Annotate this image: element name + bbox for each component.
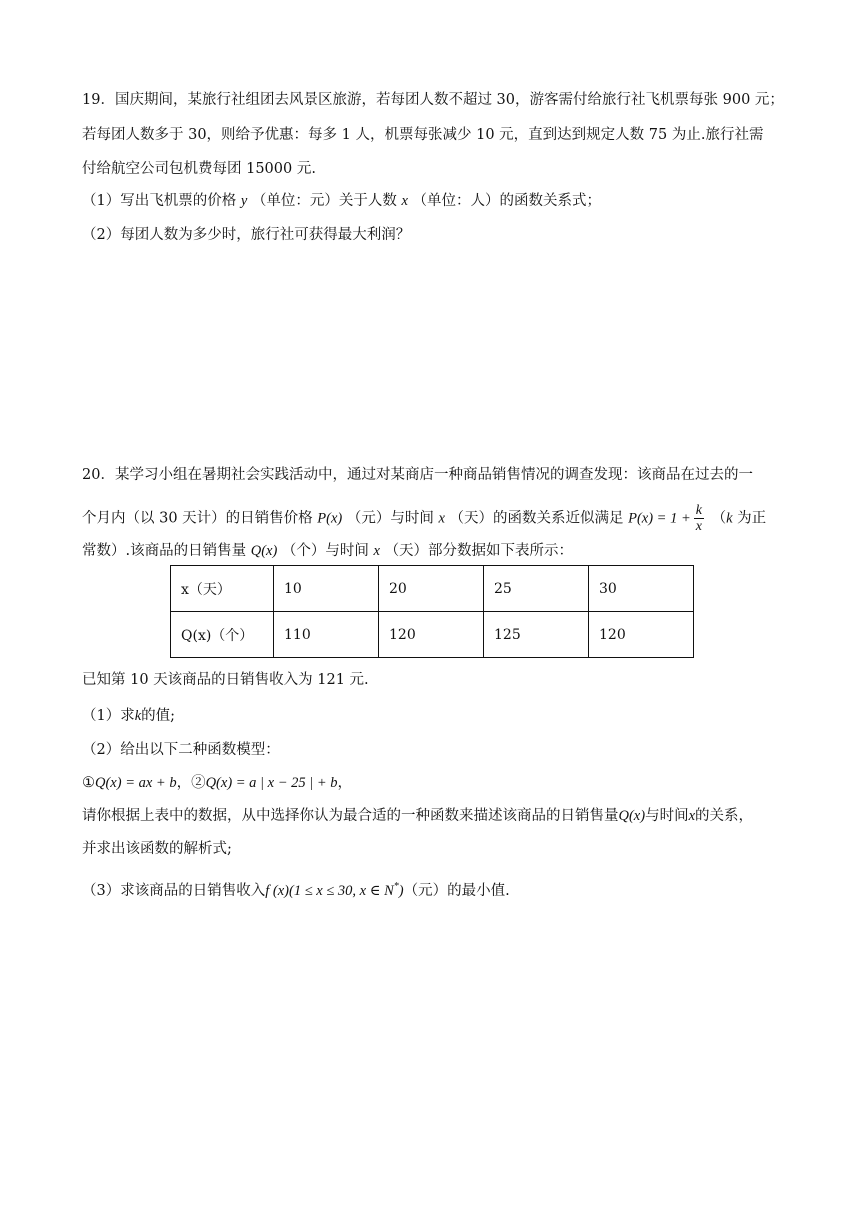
sales-data-table bbox=[170, 565, 694, 658]
q19-line-2: 若每团人数多于 30，则给予优惠：每多 1 人，机票每张减少 10 元，直到达到规定人数 75 为止.旅行社需 bbox=[82, 127, 764, 143]
table-cell: 120 bbox=[589, 612, 694, 658]
var-x: x bbox=[438, 510, 445, 527]
model-abs: Q(x) = a | x − 25 | + b bbox=[205, 775, 338, 791]
q20-line-3 bbox=[82, 541, 573, 561]
q20-line3-text-b: （个）与时间 bbox=[281, 543, 369, 559]
q20-line2-text-b: （元）与时间 bbox=[346, 510, 434, 527]
table-cell: 125 bbox=[484, 612, 589, 658]
q20-part3-text-a: （3）求该商品的日销售收入 bbox=[82, 882, 266, 899]
q20-line-2 bbox=[82, 503, 766, 534]
fraction-numerator: k bbox=[695, 503, 702, 518]
q19-part-1 bbox=[82, 191, 601, 211]
P-of-x: P(x) bbox=[317, 510, 343, 527]
table-cell: 10 bbox=[274, 566, 379, 612]
q20-line3-text-c: （天）部分数据如下表所示： bbox=[384, 543, 574, 559]
var-k: k bbox=[134, 708, 142, 724]
q20-line-1: 20．某学习小组在暑期社会实践活动中，通过对某商店一种商品销售情况的调查发现：该商品在过去的一 bbox=[82, 467, 753, 483]
Q-of-x: Q(x) bbox=[618, 808, 646, 824]
model-linear: Q(x) = ax + b bbox=[95, 775, 177, 791]
q20-part-1 bbox=[82, 706, 175, 726]
circled-1: ① bbox=[82, 775, 95, 791]
q20-find: 并求出该函数的解析式; bbox=[82, 841, 232, 857]
fraction-denominator: x bbox=[695, 519, 702, 534]
var-x: x bbox=[401, 193, 408, 209]
q20-given: 已知第 10 天该商品的日销售收入为 121 元. bbox=[82, 672, 369, 688]
f-of-x: f (x) bbox=[265, 882, 289, 899]
k-over-x-fraction bbox=[694, 503, 704, 534]
table-cell: Q(x)（个） bbox=[171, 612, 274, 658]
q20-models bbox=[82, 773, 352, 793]
P-formula: P(x) = 1 + bbox=[628, 510, 691, 527]
q20-part1-text-b: 的值; bbox=[141, 708, 176, 724]
q19-line-3: 付给航空公司包机费每团 15000 元. bbox=[82, 161, 316, 177]
Q-of-x: Q(x) bbox=[250, 543, 278, 559]
q20-line2-text-d: （ bbox=[711, 510, 727, 527]
var-k: k bbox=[726, 510, 733, 527]
table-row bbox=[171, 612, 694, 658]
domain-condition: (1 ≤ x ≤ 30, x ∈ N bbox=[288, 882, 394, 899]
q20-line2-text-a: 个月内（以 30 天计）的日销售价格 bbox=[82, 510, 313, 527]
table-cell: 30 bbox=[589, 566, 694, 612]
q20-part-3 bbox=[82, 877, 510, 901]
q19-part1-text-a: （1）写出飞机票的价格 bbox=[82, 193, 237, 209]
q19-part1-text-c: （单位：人）的函数关系式； bbox=[412, 193, 602, 209]
q20-part-2: （2）给出以下二种函数模型： bbox=[82, 742, 280, 758]
q19-line-1: 19．国庆期间，某旅行社组团去风景区旅游，若每团人数不超过 30，游客需付给旅行社飞机票每张 900 元； bbox=[82, 92, 784, 108]
q20-line2-text-c: （天）的函数关系近似满足 bbox=[449, 510, 624, 527]
table-cell: 120 bbox=[379, 612, 484, 658]
models-end: ， bbox=[337, 775, 353, 791]
var-y: y bbox=[240, 193, 248, 209]
table-cell: x（天） bbox=[171, 566, 274, 612]
models-separator: ，② bbox=[176, 775, 206, 791]
var-x: x bbox=[688, 808, 696, 824]
q20-choose-text-b: 与时间 bbox=[645, 808, 689, 824]
q20-line2-text-e: 为正 bbox=[737, 510, 767, 527]
q20-part1-text-a: （1）求 bbox=[82, 708, 135, 724]
q20-choose-text-c: 的关系， bbox=[695, 808, 754, 824]
table-cell: 25 bbox=[484, 566, 589, 612]
q19-part1-text-b: （单位：元）关于人数 bbox=[251, 193, 397, 209]
var-x: x bbox=[373, 543, 380, 559]
q20-part3-text-b: （元）的最小值. bbox=[403, 882, 510, 899]
q20-choose-text-a: 请你根据上表中的数据，从中选择你认为最合适的一种函数来描述该商品的日销售量 bbox=[82, 808, 619, 824]
table-cell: 110 bbox=[274, 612, 379, 658]
table-cell: 20 bbox=[379, 566, 484, 612]
q20-choose bbox=[82, 806, 753, 826]
domain-close: ) bbox=[398, 882, 404, 899]
table-row bbox=[171, 566, 694, 612]
q19-part-2: （2）每团人数为多少时，旅行社可获得最大利润？ bbox=[82, 227, 411, 243]
q20-line3-text-a: 常数）.该商品的日销售量 bbox=[82, 543, 247, 559]
superscript-star: * bbox=[393, 881, 399, 892]
